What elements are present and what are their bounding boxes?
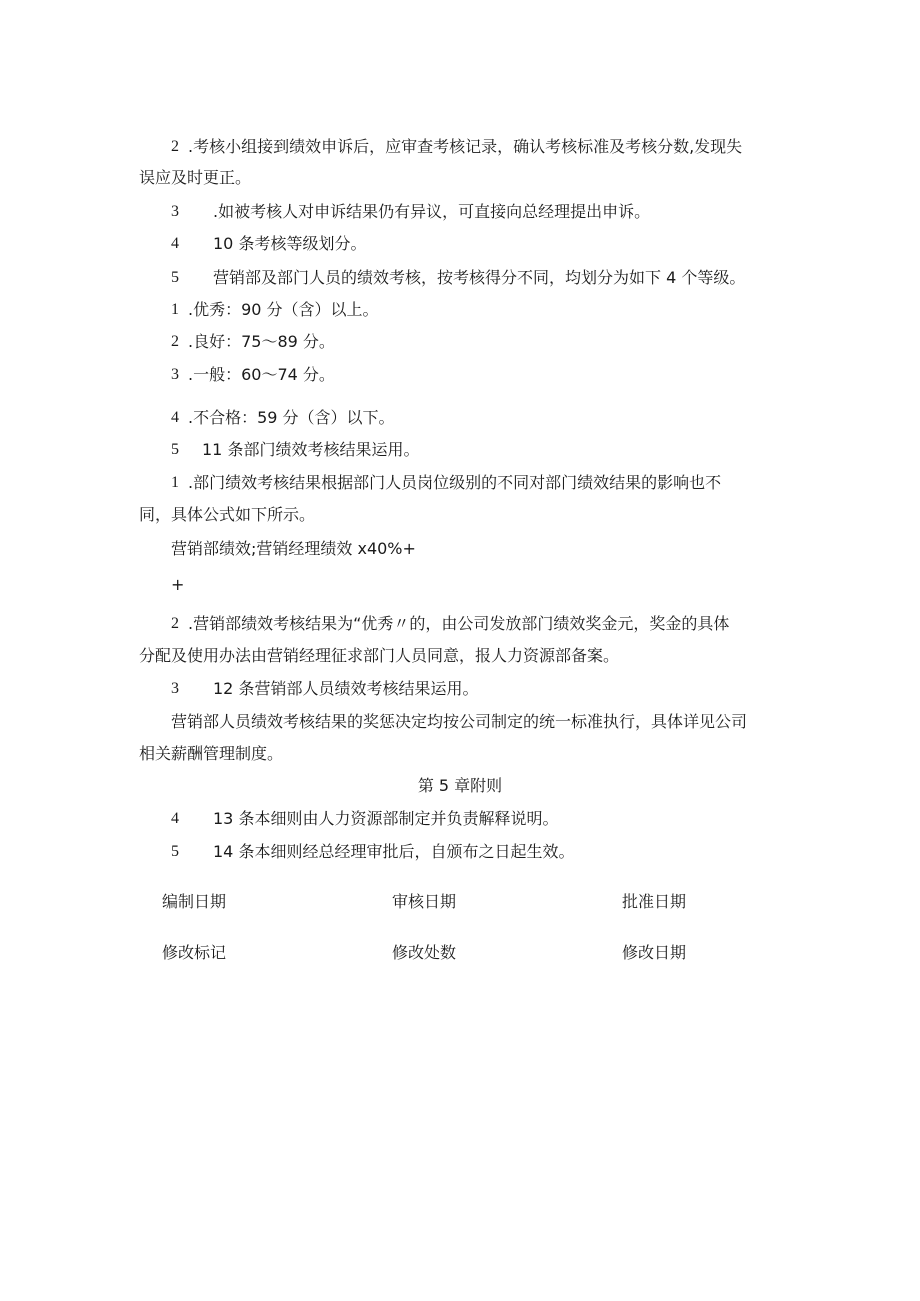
list-number: 2 [171, 615, 179, 632]
line-text: .考核小组接到绩效申诉后，应审查考核记录，确认考核标准及考核分数,发现失 [188, 137, 743, 156]
revision-mark-label: 修改标记 [162, 943, 227, 962]
list-number: 3 [171, 680, 179, 697]
list-number: 2 [171, 138, 179, 155]
line-text: 同，具体公式如下所示。 [139, 505, 316, 524]
line-text: 营销部及部门人员的绩效考核，按考核得分不同，均划分为如下 4 个等级。 [213, 268, 746, 287]
line-text: .良好：75～89 分。 [188, 332, 335, 351]
approval-date-label: 批准日期 [622, 892, 687, 911]
chapter-heading: 第 5 章附则 [417, 776, 503, 795]
line-text: .一般：60～74 分。 [188, 365, 335, 384]
line-text: .部门绩效考核结果根据部门人员岗位级别的不同对部门绩效结果的影响也不 [188, 473, 722, 492]
list-number: 3 [171, 203, 179, 220]
list-number: 2 [171, 333, 179, 350]
list-number: 4 [171, 235, 179, 252]
revision-count-label: 修改处数 [392, 943, 457, 962]
line-text: 14 条本细则经总经理审批后，自颁布之日起生效。 [213, 842, 575, 861]
line-text: 13 条本细则由人力资源部制定并负责解释说明。 [213, 809, 559, 828]
line-text: 12 条营销部人员绩效考核结果运用。 [213, 679, 479, 698]
line-text: .不合格：59 分（含）以下。 [188, 408, 395, 427]
line-text: 营销部人员绩效考核结果的奖惩决定均按公司制定的统一标准执行，具体详见公司 [171, 712, 748, 731]
line-text: 误应及时更正。 [139, 168, 252, 187]
line-text: .优秀：90 分（含）以上。 [188, 300, 379, 319]
list-number: 5 [171, 269, 179, 286]
line-text: 11 条部门绩效考核结果运用。 [202, 440, 420, 459]
line-text: .如被考核人对申诉结果仍有异议，可直接向总经理提出申诉。 [213, 202, 651, 221]
list-number: 5 [171, 441, 179, 458]
formula-text: 营销部绩效;营销经理绩效 x40%+ [171, 539, 416, 558]
line-text: 分配及使用办法由营销经理征求部门人员同意，报人力资源部备案。 [139, 646, 620, 665]
list-number: 5 [171, 843, 179, 860]
list-number: 1 [171, 474, 179, 491]
line-text: 10 条考核等级划分。 [213, 234, 367, 253]
line-text: 相关薪酬管理制度。 [139, 744, 284, 763]
list-number: 4 [171, 810, 179, 827]
list-number: 3 [171, 366, 179, 383]
list-number: 4 [171, 409, 179, 426]
line-text: .营销部绩效考核结果为“优秀〃的，由公司发放部门绩效奖金元，奖金的具体 [188, 614, 730, 633]
plus-sign: + [171, 575, 185, 594]
compile-date-label: 编制日期 [162, 892, 227, 911]
revision-date-label: 修改日期 [622, 943, 687, 962]
list-number: 1 [171, 301, 179, 318]
review-date-label: 审核日期 [392, 892, 457, 911]
